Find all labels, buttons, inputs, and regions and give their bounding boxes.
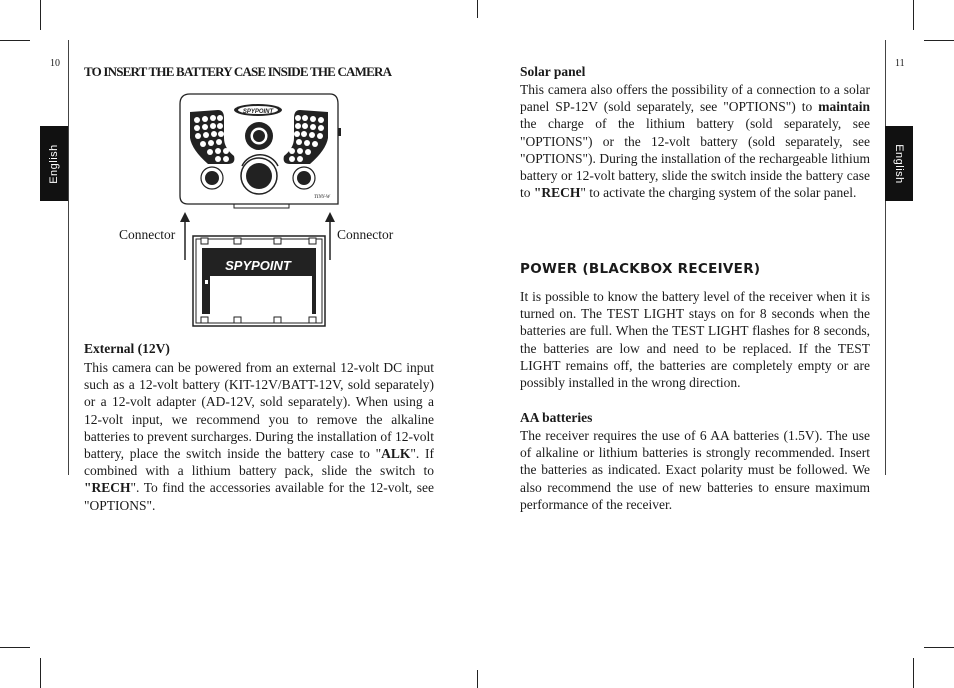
- bold-run: "RECH: [533, 185, 581, 201]
- language-tab-label: English: [893, 143, 906, 184]
- language-tab-label: English: [48, 143, 61, 184]
- text-run: This camera also offers the possibility of a connection to a solar panel SP-12V (sold separately, see "OPTIONS") to: [520, 82, 870, 115]
- text-run: the charge of the lithium battery (sold separately, see "OPTIONS") or the 12-volt battery (sold separately, see "OPTIONS"). During the installation of the rechargeable lithium battery or 12-volt battery, slide the switch inside the battery case to: [520, 116, 870, 201]
- text-run: This camera can be powered from an external 12-volt DC input such as a 12-volt battery (KIT-12V/BATT-12V, sold separately) or a 12-volt adapter (AD-12V, sold separately). When using a 12-volt input, we recommend you to remove the alkaline batteries to prevent surcharges. During the installation of 12-volt battery, place the switch inside the battery case to ": [84, 360, 434, 462]
- solar-paragraph: [520, 81, 870, 201]
- crop-mark: [477, 670, 478, 688]
- margin-line: [885, 40, 886, 475]
- crop-mark: [913, 658, 914, 688]
- section-title: TO INSERT THE BATTERY CASE INSIDE THE CAMERA: [84, 64, 392, 79]
- connector-label-right: Connector: [337, 227, 394, 242]
- aa-batteries-heading: AA batteries: [520, 410, 593, 425]
- text-run: ". To find the accessories available for the 12-volt, see "OPTIONS".: [84, 480, 434, 513]
- bold-run: "RECH: [84, 480, 131, 496]
- crop-mark: [477, 0, 478, 18]
- language-tab-left: [40, 126, 68, 201]
- text-run: ". If combined with a lithium battery pack, slide the switch to: [84, 446, 434, 479]
- crop-mark: [40, 0, 41, 30]
- power-paragraph: It is possible to know the battery level of the receiver when it is turned on. The TEST LIGHT stays on for 8 seconds when the batteries are full. When the TEST LIGHT flashes for 8 seconds, the batteries are low and need to be replaced. If the TEST LIGHT remains off, the batteries are completely empty or are possibly installed in the wrong direction.: [520, 289, 870, 391]
- camera-logo: SPYPOINT: [242, 109, 274, 115]
- power-heading: POWER (BLACKBOX RECEIVER): [520, 261, 761, 277]
- bold-run: ALK: [381, 446, 411, 462]
- camera-and-battery-case-illustration: [84, 88, 434, 333]
- crop-mark: [924, 40, 954, 41]
- language-tab-right: [885, 126, 913, 201]
- crop-mark: [0, 40, 30, 41]
- margin-line: [68, 40, 69, 475]
- crop-mark: [924, 647, 954, 648]
- crop-mark: [40, 658, 41, 688]
- crop-mark: [913, 0, 914, 30]
- battery-logo: SPYPOINT: [225, 258, 291, 273]
- bold-run: maintain: [818, 99, 870, 115]
- page-number-left: 10: [50, 58, 60, 69]
- aa-batteries-paragraph: The receiver requires the use of 6 AA batteries (1.5V). The use of alkaline or lithium batteries is strongly recommended. Insert the batteries as indicated. Exact polarity must be followed. We also recommend the use of new batteries to ensure maximum performance of the receiver.: [520, 428, 870, 512]
- external-heading: External (12V): [84, 341, 170, 356]
- external-paragraph: [84, 359, 434, 514]
- connector-label-left: Connector: [119, 227, 176, 242]
- camera-model: TINY-W: [314, 195, 331, 200]
- page-number-right: 11: [895, 58, 905, 69]
- battery-insertion-figure: [84, 88, 434, 333]
- solar-heading: Solar panel: [520, 64, 586, 79]
- text-run: " to activate the charging system of the solar panel.: [580, 185, 857, 201]
- crop-mark: [0, 647, 30, 648]
